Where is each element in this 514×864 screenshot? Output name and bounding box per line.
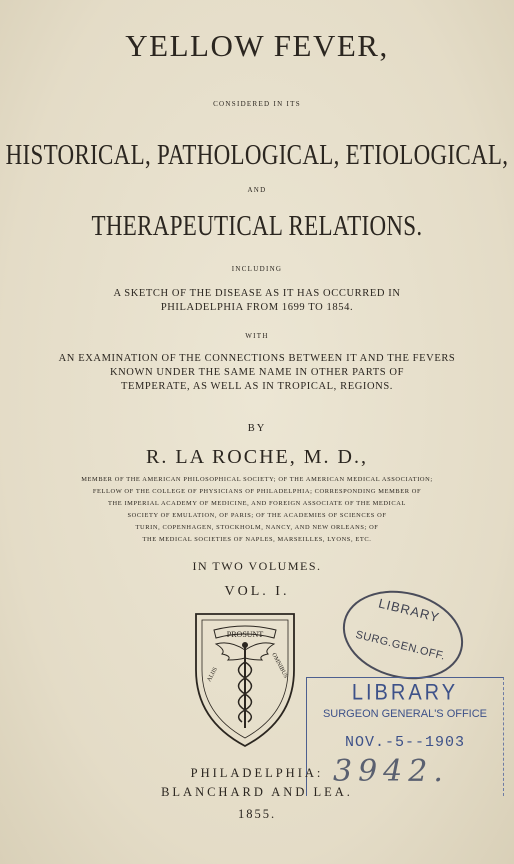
rect-stamp-date: NOV.-5--1903 (344, 734, 466, 751)
exam-line-1: AN EXAMINATION OF THE CONNECTIONS BETWEEN IT AND THE FEVERS (58, 353, 456, 364)
oval-stamp-top: LIBRARY (377, 595, 442, 626)
affiliation-line: TURIN, COPENHAGEN, STOCKHOLM, NANCY, AND NEW ORLEANS; OF (135, 524, 379, 531)
sketch-line-2: PHILADELPHIA FROM 1699 TO 1854. (160, 302, 354, 313)
shield-left-text: ALIIS (206, 666, 219, 683)
and-line: AND (247, 186, 267, 194)
relations-line-2: THERAPEUTICAL RELATIONS. (91, 209, 423, 241)
exam-line-3: TEMPERATE, AS WELL AS IN TROPICAL, REGIONS. (120, 381, 394, 392)
affiliation-line: THE IMPERIAL ACADEMY OF MEDICINE, AND FOREIGN ASSOCIATE OF THE MEDICAL (108, 500, 406, 507)
year-line: 1855. (237, 807, 277, 821)
shield-banner-text: PROSUNT (226, 630, 264, 639)
place-line: PHILADELPHIA: (190, 766, 324, 780)
affiliation-line: THE MEDICAL SOCIETIES OF NAPLES, MARSEILLES, LYONS, ETC. (142, 536, 372, 543)
affiliation-line: MEMBER OF THE AMERICAN PHILOSOPHICAL SOCIETY; OF THE AMERICAN MEDICAL ASSOCIATION; (81, 476, 433, 483)
rect-stamp-office: SURGEON GENERAL'S OFFICE (322, 708, 488, 720)
considered-line: CONSIDERED IN ITS (213, 100, 301, 108)
exam-line-2: KNOWN UNDER THE SAME NAME IN OTHER PARTS OF (109, 367, 405, 378)
relations-line-1: HISTORICAL, PATHOLOGICAL, ETIOLOGICAL, (5, 138, 509, 170)
affiliation-line: FELLOW OF THE COLLEGE OF PHYSICIANS OF PHILADELPHIA; CORRESPONDING MEMBER OF (92, 488, 422, 495)
including-line: INCLUDING (231, 265, 283, 273)
affiliation-line: SOCIETY OF EMULATION, OF PARIS; OF THE ACADEMIES OF SCIENCES OF (127, 512, 387, 519)
oval-stamp-bottom: SURG.GEN.OFF. (354, 628, 447, 663)
shield-right-text: OMNIBUS (270, 652, 289, 680)
rect-stamp-library: LIBRARY (351, 680, 459, 706)
shield-emblem-icon (192, 610, 298, 750)
with-line: WITH (245, 332, 269, 340)
author-name: R. LA ROCHE, M. D., (146, 446, 368, 468)
sketch-line-1: A SKETCH OF THE DISEASE AS IT HAS OCCURRED IN (113, 288, 401, 299)
by-line: BY (247, 423, 267, 434)
volume-number: VOL. I. (224, 584, 290, 599)
publisher-line: BLANCHARD AND LEA. (161, 785, 353, 799)
book-title: YELLOW FEVER, (125, 28, 389, 63)
volumes-line: IN TWO VOLUMES. (192, 559, 322, 573)
rect-stamp-number: 3942. (333, 754, 449, 789)
